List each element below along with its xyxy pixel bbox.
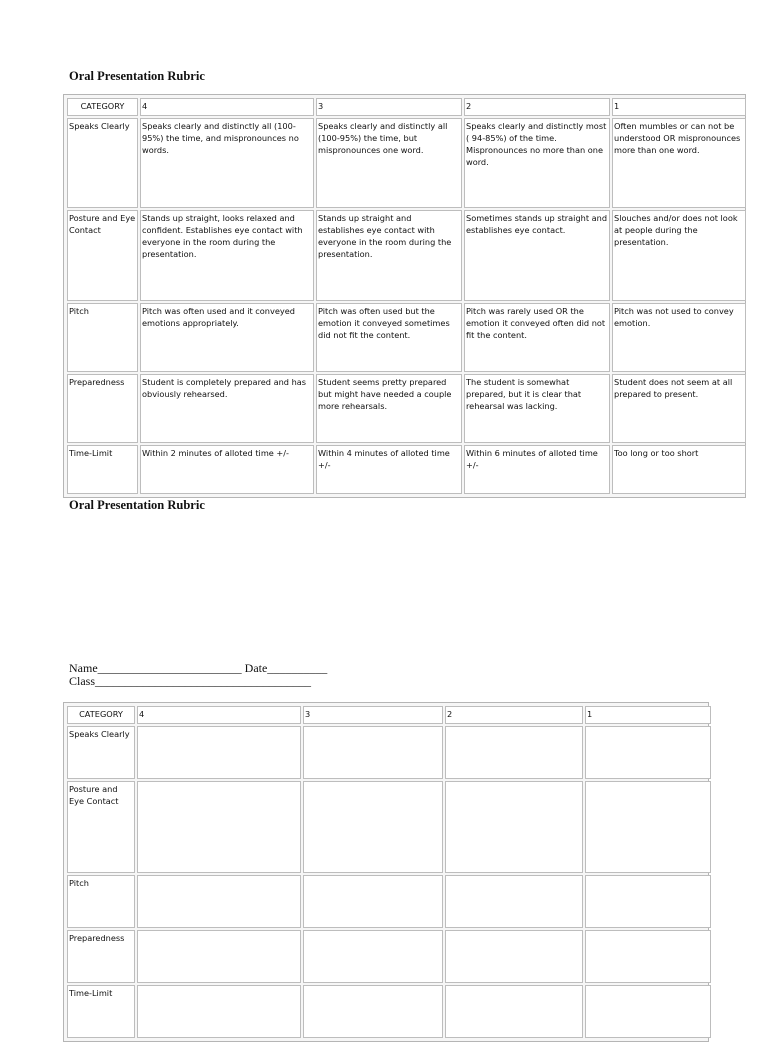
table-cell: Pitch was rarely used OR the emotion it conveyed often did not fit the content.	[464, 303, 610, 372]
table-cell: Pitch was often used and it conveyed emotions appropriately.	[140, 303, 314, 372]
table-cell: Within 2 minutes of alloted time +/-	[140, 445, 314, 494]
page-title: Oral Presentation Rubric	[69, 69, 205, 83]
header-score-1: 1	[585, 706, 711, 724]
table-cell: Student does not seem at all prepared to present.	[612, 374, 746, 443]
header-score-4: 4	[140, 98, 314, 116]
header-category: CATEGORY	[67, 98, 138, 116]
table-cell: The student is somewhat prepared, but it is clear that rehearsal was lacking.	[464, 374, 610, 443]
header-score-3: 3	[316, 98, 462, 116]
table-row	[67, 930, 711, 983]
blank-cell	[585, 985, 711, 1038]
blank-cell	[445, 726, 583, 779]
table-cell: Within 4 minutes of alloted time +/-	[316, 445, 462, 494]
row-category: Posture and Eye Contact	[67, 781, 135, 874]
blank-cell	[303, 930, 443, 983]
table-row	[67, 210, 746, 300]
table-cell: Too long or too short	[612, 445, 746, 494]
table-row	[67, 781, 711, 874]
table-cell: Student seems pretty prepared but might have needed a couple more rehearsals.	[316, 374, 462, 443]
name-date-class-form	[69, 662, 327, 688]
table-row	[67, 445, 746, 494]
header-score-2: 2	[464, 98, 610, 116]
table-cell: Sometimes stands up straight and establishes eye contact.	[464, 210, 610, 300]
row-category: Speaks Clearly	[67, 726, 135, 779]
table-cell: Pitch was often used but the emotion it conveyed sometimes did not fit the content.	[316, 303, 462, 372]
blank-cell	[445, 930, 583, 983]
row-category: Preparedness	[67, 930, 135, 983]
header-score-4: 4	[137, 706, 301, 724]
rubric-table	[63, 94, 746, 498]
table-cell: Speaks clearly and distinctly all (100-95%) the time, but mispronounces one word.	[316, 118, 462, 208]
blank-cell	[585, 781, 711, 874]
table-cell: Speaks clearly and distinctly most ( 94-85%) of the time. Mispronounces no more than one word.	[464, 118, 610, 208]
table-row	[67, 985, 711, 1038]
table-cell: Stands up straight, looks relaxed and confident. Establishes eye contact with everyone in the room during the presentation.	[140, 210, 314, 300]
blank-cell	[137, 875, 301, 928]
row-category: Posture and Eye Contact	[67, 210, 138, 300]
header-score-3: 3	[303, 706, 443, 724]
header-score-1: 1	[612, 98, 746, 116]
table-header-row	[67, 706, 711, 724]
row-category: Time-Limit	[67, 985, 135, 1038]
name-date-line: Name________________________ Date__________	[69, 661, 328, 675]
table-cell: Within 6 minutes of alloted time +/-	[464, 445, 610, 494]
row-category: Pitch	[67, 303, 138, 372]
table-cell: Speaks clearly and distinctly all (100-95%) the time, and mispronounces no words.	[140, 118, 314, 208]
blank-cell	[585, 726, 711, 779]
row-category: Time-Limit	[67, 445, 138, 494]
table-cell: Pitch was not used to convey emotion.	[612, 303, 746, 372]
table-cell: Student is completely prepared and has obviously rehearsed.	[140, 374, 314, 443]
row-category: Pitch	[67, 875, 135, 928]
blank-cell	[303, 726, 443, 779]
class-line: Class____________________________________	[69, 674, 312, 688]
blank-rubric-table	[63, 702, 709, 1042]
header-score-2: 2	[445, 706, 583, 724]
page-title-repeat: Oral Presentation Rubric	[69, 498, 205, 512]
header-category: CATEGORY	[67, 706, 135, 724]
blank-cell	[585, 930, 711, 983]
blank-cell	[445, 985, 583, 1038]
blank-cell	[445, 875, 583, 928]
row-category: Speaks Clearly	[67, 118, 138, 208]
table-row	[67, 875, 711, 928]
row-category: Preparedness	[67, 374, 138, 443]
blank-cell	[445, 781, 583, 874]
blank-cell	[137, 930, 301, 983]
table-cell: Often mumbles or can not be understood OR mispronounces more than one word.	[612, 118, 746, 208]
blank-cell	[137, 726, 301, 779]
table-row	[67, 303, 746, 372]
blank-cell	[585, 875, 711, 928]
blank-cell	[137, 985, 301, 1038]
blank-cell	[303, 875, 443, 928]
table-cell: Slouches and/or does not look at people during the presentation.	[612, 210, 746, 300]
blank-cell	[303, 781, 443, 874]
blank-cell	[137, 781, 301, 874]
table-cell: Stands up straight and establishes eye contact with everyone in the room during the presentation.	[316, 210, 462, 300]
table-header-row	[67, 98, 746, 116]
table-row	[67, 374, 746, 443]
table-row	[67, 726, 711, 779]
table-row	[67, 118, 746, 208]
blank-cell	[303, 985, 443, 1038]
